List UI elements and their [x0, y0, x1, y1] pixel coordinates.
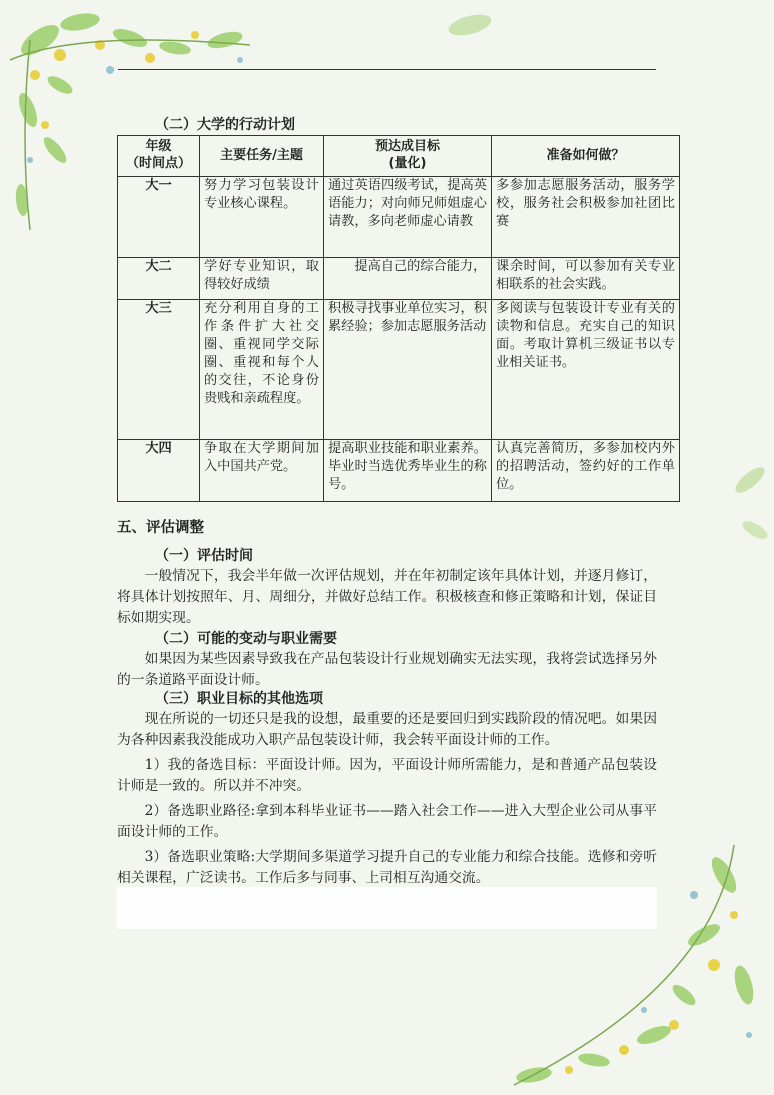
prep-cell: 多参加志愿服务活动，服务学校，服务社会积极参加社团比赛: [492, 177, 680, 258]
alternatives-heading: （三）职业目标的其他选项: [155, 691, 323, 707]
action-plan-table: [117, 135, 680, 502]
eval-time-paragraph: [117, 566, 657, 629]
grade-cell: 大四: [118, 440, 200, 502]
column-header-grade: [118, 136, 200, 177]
task-cell: 学好专业知识，取得较好成绩: [200, 258, 324, 300]
column-header-grade-line1: 年级: [145, 139, 172, 155]
alternatives-intro: 现在所说的一切还只是我的设想，最重要的还是要回归到实践阶段的情况吧。如果因为各种因素我没能成功入职产品包装设计师，我会转平面设计师的工作。: [117, 711, 657, 748]
column-header-task: 主要任务/主题: [200, 136, 324, 177]
eval-time-heading: （一）评估时间: [155, 548, 253, 564]
table-row: [118, 440, 680, 502]
list-item: 2）备选职业路径:拿到本科毕业证书——踏入社会工作——进入大型企业公司从事平面设计师的工作。: [117, 803, 657, 840]
table-row: [118, 258, 680, 300]
prep-cell: 课余时间，可以参加有关专业相联系的社会实践。: [492, 258, 680, 300]
action-plan-heading: （二）大学的行动计划: [155, 117, 295, 133]
goal-cell: 提高自己的综合能力，: [324, 258, 492, 300]
prep-cell: 多阅读与包装设计专业有关的读物和信息。充实自己的知识面。考取计算机三级证书以专业相关证书。: [492, 300, 680, 440]
list-item: 3）备选职业策略:大学期间多渠道学习提升自己的专业能力和综合技能。选修和旁听相关课程，广泛读书。工作后多与同事、上司相互沟通交流。: [117, 849, 657, 886]
column-header-goal-line1: 预达成目标: [374, 139, 440, 155]
blank-area: [117, 887, 657, 929]
column-header-goal-line2: (量化): [388, 156, 427, 171]
column-header-goal: [324, 136, 492, 177]
alternatives-paragraph: [117, 709, 657, 889]
leaf-decoration-right: [720, 440, 774, 560]
changes-heading: （二）可能的变动与职业需要: [155, 631, 337, 647]
list-item: 1）我的备选目标：平面设计师。因为，平面设计师所需能力，是和普通产品包装设计师是一致的。所以并不冲突。: [117, 757, 657, 794]
header-rule: [118, 69, 656, 70]
task-cell: 争取在大学期间加入中国共产党。: [200, 440, 324, 502]
task-cell: 充分利用自身的工作条件扩大社交圈、重视同学交际圈、重视和每个人的交往，不论身份贵贱和亲疏程度。: [200, 300, 324, 440]
task-cell: 努力学习包装设计专业核心课程。: [200, 177, 324, 258]
table-header-row: [118, 136, 680, 177]
goal-cell: 提高职业技能和职业素养。毕业时当选优秀毕业生的称号。: [324, 440, 492, 502]
goal-cell: 积极寻找事业单位实习，积累经验；参加志愿服务活动: [324, 300, 492, 440]
table-row: [118, 177, 680, 258]
column-header-grade-line2: （时间点）: [125, 156, 191, 171]
grade-cell: 大三: [118, 300, 200, 440]
goal-cell: 通过英语四级考试，提高英语能力；对向师兄师姐虚心请教，多向老师虚心请教: [324, 177, 492, 258]
eval-time-text: 一般情况下，我会半年做一次评估规划，并在年初制定该年具体计划，并逐月修订，将具体计划按照年、月、周细分，并做好总结工作。积极核查和修正策略和计划，保证目标如期实现。: [117, 568, 657, 626]
section-title: 五、评估调整: [117, 520, 204, 536]
leaf-decoration-top-right: [430, 5, 510, 45]
changes-text: 如果因为某些因素导致我在产品包装设计行业规划确实无法实现，我将尝试选择另外的一条道路平面设计师。: [117, 651, 657, 688]
column-header-prep: 准备如何做？: [492, 136, 680, 177]
table-row: [118, 300, 680, 440]
grade-cell: 大二: [118, 258, 200, 300]
changes-paragraph: [117, 649, 657, 691]
grade-cell: 大一: [118, 177, 200, 258]
prep-cell: 认真完善简历，多参加校内外的招聘活动，签约好的工作单位。: [492, 440, 680, 502]
